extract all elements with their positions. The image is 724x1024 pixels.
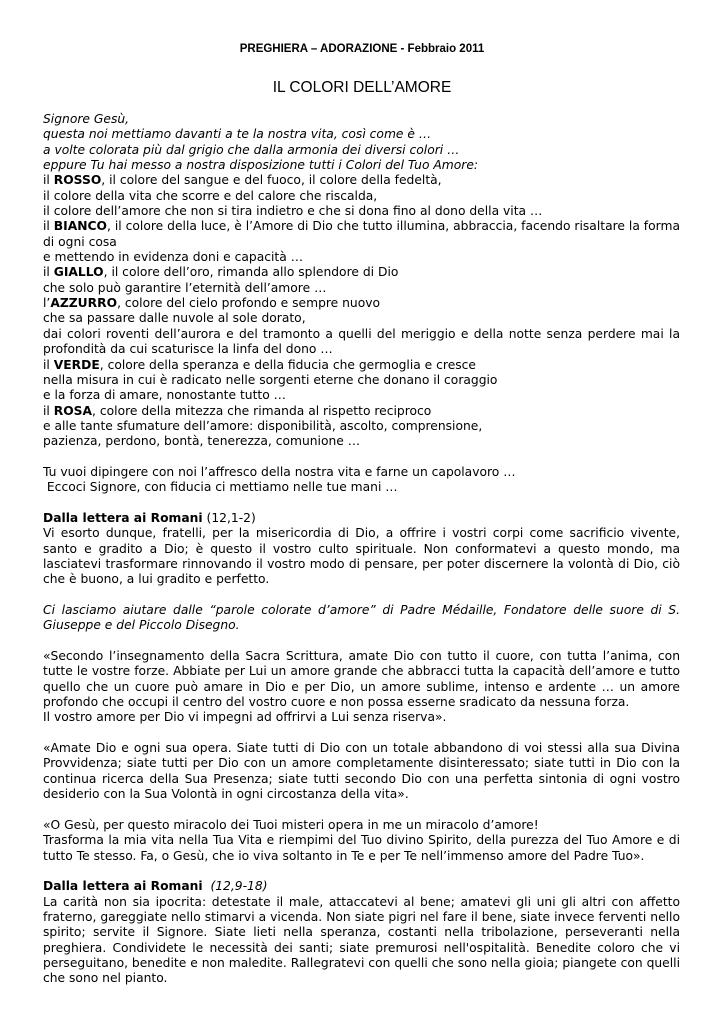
document-body xyxy=(43,112,680,987)
color-rosa: il ROSA, colore della mitezza che rimanda al rispetto reciproco xyxy=(43,403,432,418)
reading-text: La carità non sia ipocrita: detestate il male, attaccatevi al bene; amatevi gli uni gli altri con affetto fraterno, gareggiate nello stimarvi a vicenda. Non siate pigri nel fare il bene, siate invece ferventi nello spirito; servite il Signore. Siate lieti nella speranza, costanti nella tribolazione, perseveranti nella preghiera. Condividete le necessità dei santi; siate premurosi nell'ospitalità. Benedite coloro che vi perseguitano, benedite e non maledite. Rallegratevi con quelli che sono nella gioia; piangete con quelli che sono nel pianto. xyxy=(43,894,680,986)
quote-paragraph: Trasforma la mia vita nella Tua Vita e riempimi del Tuo divino Spirito, della purezza del Tuo Amore e di tutto Te stesso. Fa, o Gesù, che io viva soltanto in Te e per Te nell’immenso amore del Padre Tuo». xyxy=(43,833,680,863)
prayer-line: nella misura in cui è radicato nelle sorgenti eterne che donano il coraggio xyxy=(43,372,498,387)
prayer-closing-line: Eccoci Signore, con fiducia ci mettiamo nelle tue mani … xyxy=(43,480,398,495)
color-word-rosso: ROSSO xyxy=(53,173,102,188)
document-title: IL COLORI DELL’AMORE xyxy=(272,79,452,96)
prayer-line: il colore dell’amore che non si tira indietro e che si dona fino al dono della vita … xyxy=(43,204,543,219)
color-word-giallo: GIALLO xyxy=(53,265,104,280)
prayer-line: e la forza di amare, nonostante tutto … xyxy=(43,388,286,403)
prayer-intro-line: a volte colorata più dal grigio che dalla armonia dei diversi colori … xyxy=(43,142,460,157)
prayer-line: che solo può garantire l’eternità dell’amore … xyxy=(43,280,327,295)
quote-paragraph: «Amate Dio e ogni sua opera. Siate tutti di Dio con un totale abbandono di voi stessi alla sua Divina Provvidenza; siate tutti per Dio con un amore completamente disinteressato; siate tutti in Dio con la continua ricerca della Sua Presenza; siate tutti secondo Dio con una perfetta sintonia di ogni vostro desiderio con la Sua Volontà in ogni circostanza della vita». xyxy=(43,741,680,802)
document-header: PREGHIERA – ADORAZIONE - Febbraio 2011 xyxy=(239,43,485,55)
color-word-bianco: BIANCO xyxy=(53,219,108,234)
prayer-intro-line: eppure Tu hai messo a nostra disposizione tutti i Colori del Tuo Amore: xyxy=(43,158,479,173)
quote-paragraph: «Secondo l’insegnamento della Sacra Scrittura, amate Dio con tutto il cuore, con tutta l’anima, con tutte le vostre forze. Abbiate per Lui un amore grande che abbracci tutta la capacità dell’amore e tutto quello che un cuore può amare in Dio e per Dio, un amore sublime, intenso e ardente … un amore profondo che occupi il centro del vostro cuore e non possa esserne sradicato da nessuna forza. xyxy=(43,649,680,710)
spacer xyxy=(43,496,680,511)
color-azzurro: l’AZZURRO, colore del cielo profondo e sempre nuovo xyxy=(43,296,381,311)
prayer-line: e alle tante sfumature dell’amore: disponibilità, ascolto, comprensione, xyxy=(43,418,483,433)
color-word-verde: VERDE xyxy=(53,357,100,372)
prayer-line: che sa passare dalle nuvole al sole dorato, xyxy=(43,311,306,326)
prayer-line: dai colori roventi dell’aurora e del tramonto a quelli del meriggio e della notte senza perdere mai la profondità da cui scaturisce la linfa del dono … xyxy=(43,326,680,357)
prayer-line: e mettendo in evidenza doni e capacità … xyxy=(43,250,303,265)
color-verde: il VERDE, colore della speranza e della fiducia che germoglia e cresce xyxy=(43,357,476,372)
quote-paragraph-last: Il vostro amore per Dio vi impegni ad offrirvi a Lui senza riserva». xyxy=(43,710,447,725)
prayer-line: il colore della vita che scorre e del calore che riscalda, xyxy=(43,188,378,203)
color-giallo: il GIALLO, il colore dell’oro, rimanda allo splendore di Dio xyxy=(43,265,399,280)
prayer-intro-line: Signore Gesù, xyxy=(43,112,130,126)
color-rosso: il ROSSO, il colore del sangue e del fuoco, il colore della fedeltà, xyxy=(43,173,442,188)
reading-text: Vi esorto dunque, fratelli, per la misericordia di Dio, a offrire i vostri corpi come sacrificio vivente, santo e gradito a Dio; è questo il vostro culto spirituale. Non conformatevi a questo mondo, ma lasciatevi trasformare rinnovando il vostro modo di pensare, per poter discernere la volontà di Dio, ciò che è buono, a lui gradito e perfetto. xyxy=(43,526,680,587)
color-word-rosa: ROSA xyxy=(53,403,93,418)
medaille-intro: Ci lasciamo aiutare dalle “parole colorate d’amore” di Padre Médaille, Fondatore delle suore di S. Giuseppe e del Piccolo Disegno. xyxy=(43,603,680,633)
spacer xyxy=(43,864,680,879)
color-word-azzurro: AZZURRO xyxy=(50,296,118,311)
spacer xyxy=(43,634,680,649)
prayer-closing-line: Tu vuoi dipingere con noi l’affresco della nostra vita e farne un capolavoro … xyxy=(43,464,516,479)
spacer xyxy=(43,802,680,817)
prayer-intro-line: questa noi mettiamo davanti a te la nostra vita, così come è … xyxy=(43,127,432,142)
quote-paragraph-first: «O Gesù, per questo miracolo dei Tuoi misteri opera in me un miracolo d’amore! xyxy=(43,817,539,832)
reading-heading: Dalla lettera ai Romani (12,9-18) xyxy=(43,879,268,894)
spacer xyxy=(43,588,680,603)
spacer xyxy=(43,450,680,465)
color-bianco: il BIANCO, il colore della luce, è l’Amore di Dio che tutto illumina, abbraccia, facendo risaltare la forma di ogni cosa xyxy=(43,219,680,249)
prayer-line: pazienza, perdono, bontà, tenerezza, comunione … xyxy=(43,434,361,449)
spacer xyxy=(43,726,680,741)
reading-heading: Dalla lettera ai Romani (12,1-2) xyxy=(43,510,256,525)
